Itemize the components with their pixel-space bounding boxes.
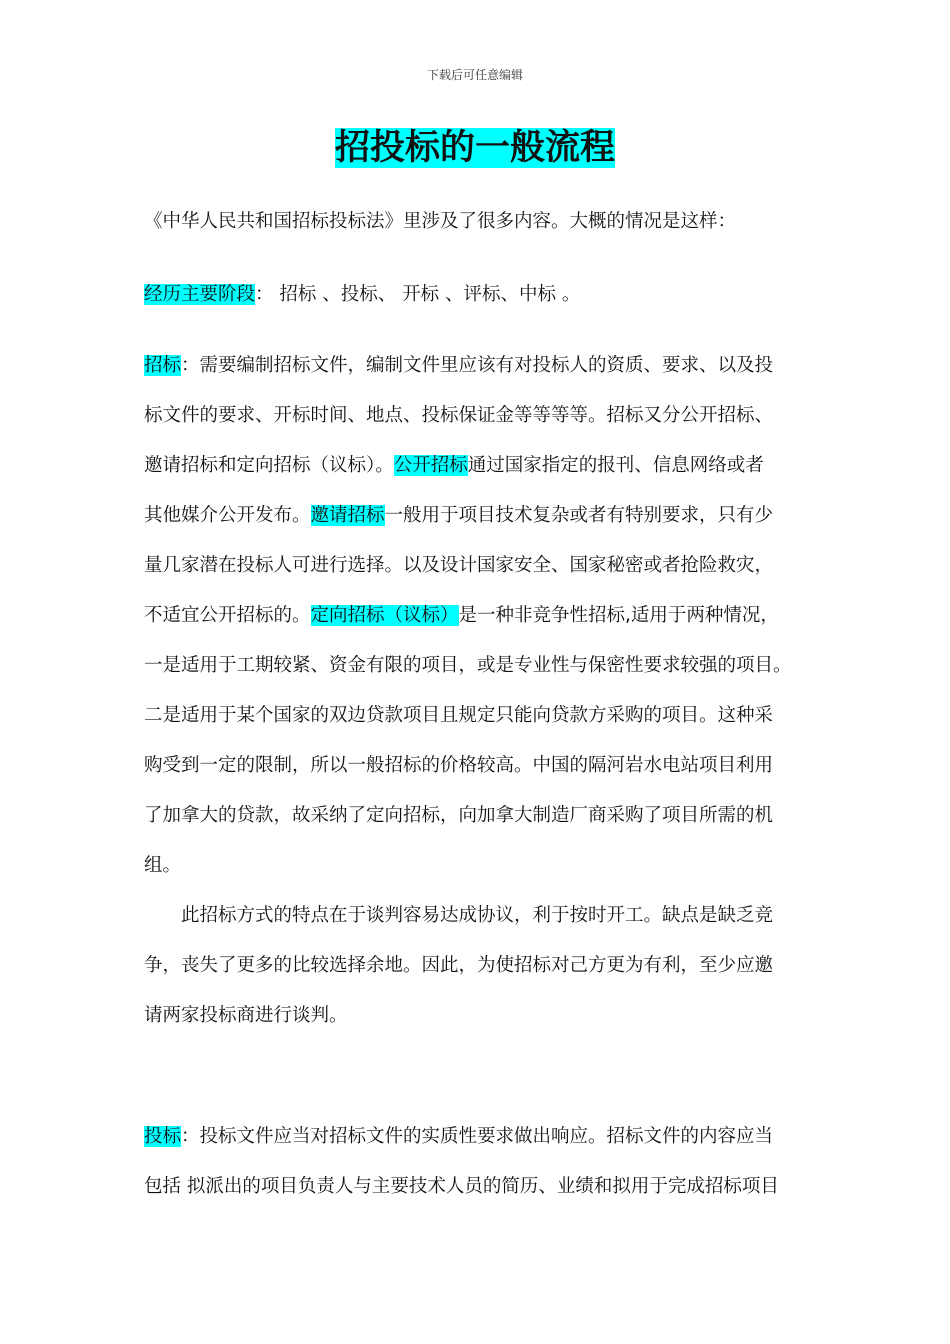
bidding-text-1: ：需要编制招标文件，编制文件里应该有对投标人的资质、要求、以及投 [181,355,774,376]
bidding-line-9: 购受到一定的限制，所以一般招标的价格较高。中国的隔河岩水电站项目利用 [144,755,774,776]
bidding-line-10: 了加拿大的贷款，故采纳了定向招标，向加拿大制造厂商采购了项目所需的机 [144,805,774,826]
intro-paragraph: 《中华人民共和国招标投标法》里涉及了很多内容。大概的情况是这样： [144,211,737,232]
bidding-text-3b: 通过国家指定的报刊、信息网络或者 [467,455,764,476]
tender-line-2: 包括 拟派出的项目负责人与主要技术人员的简历、业绩和拟用于完成招标项目 [144,1176,779,1197]
bidding-text-4a: 其他媒介公开发布。 [144,505,311,526]
page-header-note: 下载后可任意编辑 [426,68,523,82]
bidding-line-1 [144,352,824,380]
bidding-text-6b: 是一种非竞争性招标,适用于两种情况， [458,605,779,626]
tender-label: 投标 [144,1126,182,1147]
directed-bidding-label: 定向招标（议标） [310,605,459,626]
bidding-line-2: 标文件的要求、开标时间、地点、投标保证金等等等等。招标又分公开招标、 [144,405,774,426]
stages-label: 经历主要阶段 [144,284,256,305]
tender-text-1: ：投标文件应当对招标文件的实质性要求做出响应。招标文件的内容应当 [181,1126,774,1147]
public-bidding-label: 公开招标 [393,455,468,476]
title-text: 招投标的一般流程 [334,128,615,168]
tender-line-1 [144,1123,824,1151]
bidding-line-7: 一是适用于工期较紧、资金有限的项目，或是专业性与保密性要求较强的项目。 [144,655,792,676]
bidding-label: 招标 [144,355,182,376]
feature-line-3: 请两家投标商进行谈判。 [144,1005,348,1026]
document-title [0,124,950,172]
invite-bidding-label: 邀请招标 [310,505,385,526]
feature-line-1: 此招标方式的特点在于谈判容易达成协议，利于按时开工。缺点是缺乏竞 [181,905,774,926]
bidding-text-3a: 邀请招标和定向招标（议标）。 [144,455,394,476]
bidding-line-4 [144,502,824,530]
bidding-text-4b: 一般用于项目技术复杂或者有特别要求，只有少 [384,505,774,526]
bidding-line-8: 二是适用于某个国家的双边贷款项目且规定只能向贷款方采购的项目。这种采 [144,705,774,726]
bidding-line-5: 量几家潜在投标人可进行选择。以及设计国家安全、国家秘密或者抢险救灾， [144,555,774,576]
stages-text: ： 招标 、投标、 开标 、评标、中标 。 [255,284,581,305]
stages-line [144,281,824,309]
bidding-line-11: 组。 [144,855,182,876]
bidding-line-6 [144,602,824,630]
bidding-line-3 [144,452,824,480]
bidding-text-6a: 不适宜公开招标的。 [144,605,311,626]
feature-line-2: 争，丧失了更多的比较选择余地。因此，为使招标对己方更为有利，至少应邀 [144,955,774,976]
